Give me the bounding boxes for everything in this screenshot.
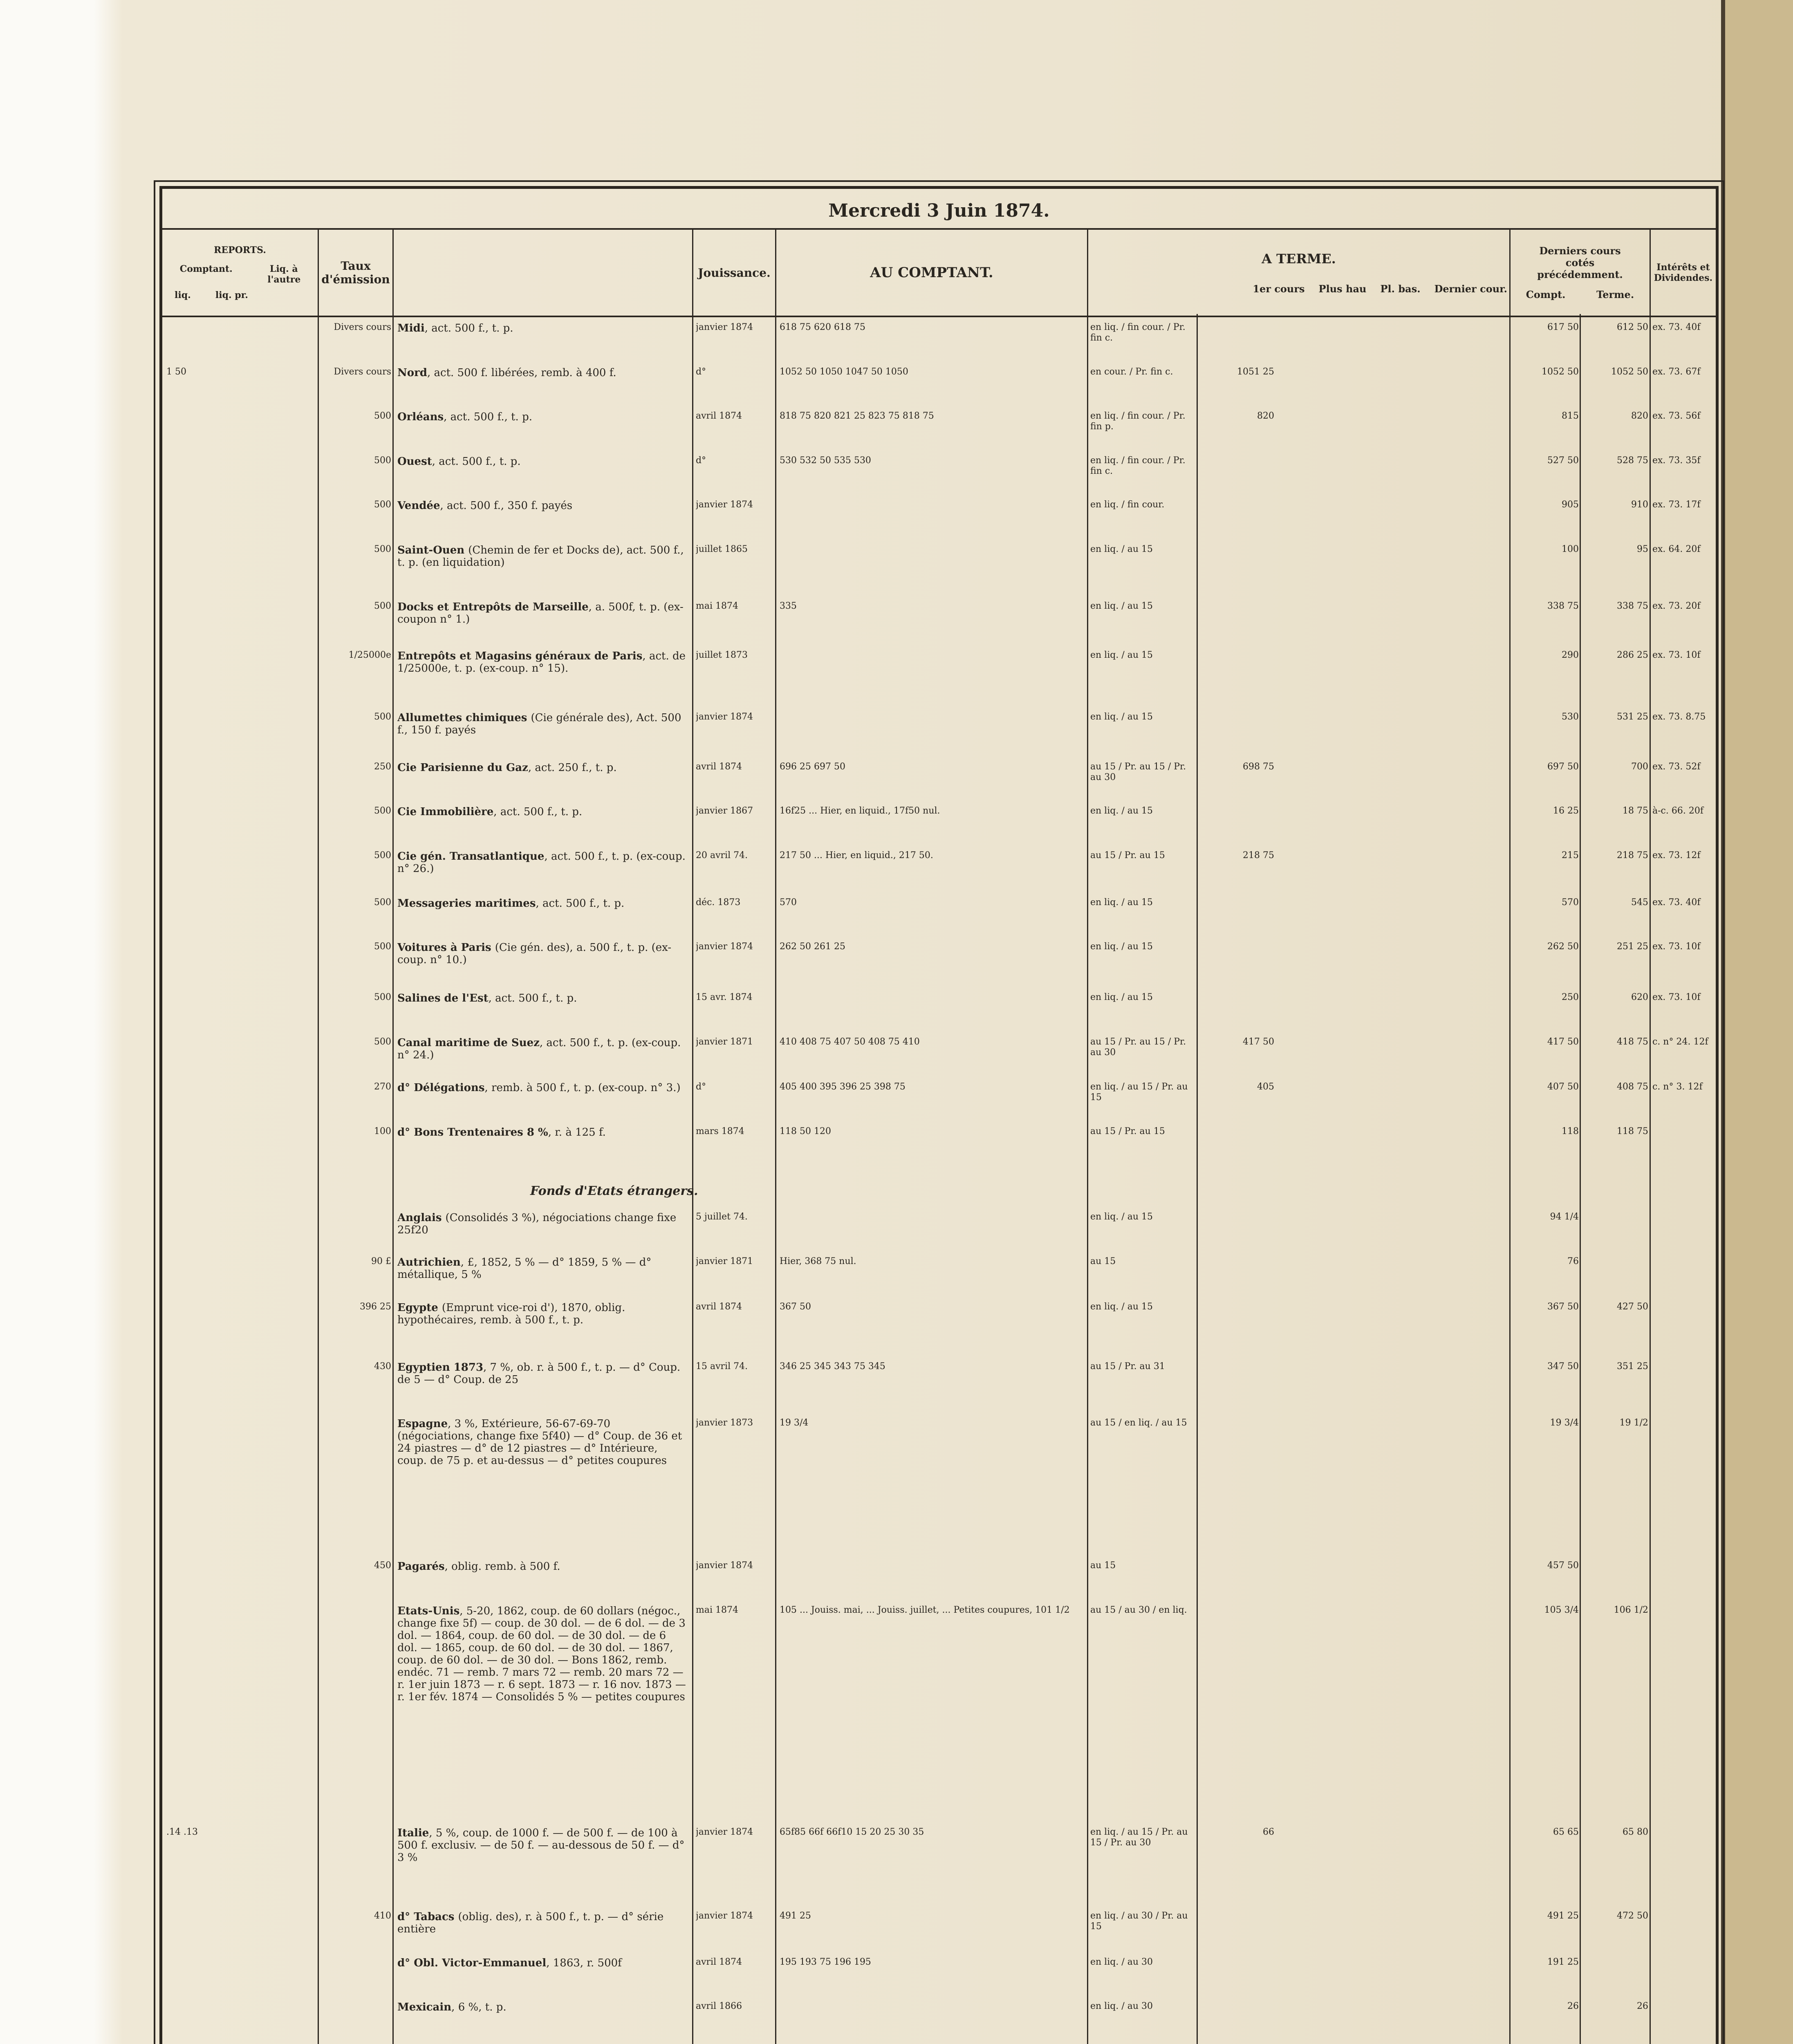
cell-terme: en liq. / au 15 / Pr. au 15: [1090, 1082, 1188, 1103]
cell-name: Pagarés, oblig. remb. à 500 f.: [397, 1560, 560, 1573]
cell-int: c. n° 3. 12f: [1652, 1082, 1703, 1092]
cell-taux: 410: [374, 1910, 391, 1921]
cell-terme: en liq. / au 15: [1090, 601, 1153, 611]
cell-name: Entrepôts et Magasins généraux de Paris, act. de 1/25000e, t. p. (ex-coup. n° 15).: [397, 650, 686, 675]
cell-comptant: 530 532 50 535 530: [780, 455, 871, 466]
cell-prev-c: 76: [1567, 1256, 1579, 1266]
cell-jouis: 15 avr. 1874: [696, 992, 753, 1002]
cell-terme: au 15 / en liq. / au 15: [1090, 1418, 1187, 1428]
cell-jouis: déc. 1873: [696, 897, 741, 908]
cell-int: ex. 73. 17f: [1652, 500, 1701, 510]
cell-name: Messageries maritimes, act. 500 f., t. p.: [397, 897, 625, 910]
cell-terme: en liq. / au 15: [1090, 1212, 1153, 1222]
cell-jouis: avril 1874: [696, 411, 742, 421]
cell-jouis: janvier 1867: [696, 806, 753, 816]
cell-prev-t: 612 50: [1617, 322, 1648, 332]
cell-taux: 500: [374, 992, 391, 1002]
cell-name: d° Délégations, remb. à 500 f., t. p. (ex-coup. n° 3.): [397, 1082, 681, 1094]
adjacent-page-bleed: [1737, 57, 1791, 2044]
cell-taux: 450: [374, 1560, 391, 1571]
cell-jouis: mai 1874: [696, 601, 738, 611]
cell-int: ex. 73. 10f: [1652, 941, 1701, 952]
cell-prev-t: 700: [1631, 761, 1648, 772]
cell-prev-c: 118: [1562, 1126, 1579, 1136]
cell-taux: Divers cours: [334, 366, 391, 377]
header-comptant: Comptant.: [179, 264, 233, 274]
cell-terme: au 15 / au 30 / en liq.: [1090, 1605, 1187, 1615]
cell-comptant: 335: [780, 601, 797, 611]
cell-prev-c: 65 65: [1553, 1827, 1579, 1837]
cell-taux: 270: [374, 1082, 391, 1092]
cell-jouis: mai 1874: [696, 1605, 738, 1615]
table-header: [162, 228, 1716, 317]
cell-terme: en liq. / fin cour. / Pr. fin p.: [1090, 411, 1186, 432]
header-a-terme: [1088, 230, 1511, 316]
cell-cours: 218 75: [1243, 850, 1274, 861]
cell-jouis: janvier 1874: [696, 1827, 753, 1837]
cell-taux: 500: [374, 411, 391, 421]
cell-taux: 500: [374, 897, 391, 908]
cell-terme: en liq. / fin cour. / Pr. fin c.: [1090, 455, 1186, 476]
cell-jouis: janvier 1871: [696, 1036, 753, 1047]
cell-name: Anglais (Consolidés 3 %), négociations change fixe 25f20: [397, 1212, 677, 1237]
cell-prev-t: 820: [1631, 411, 1648, 421]
cell-prev-t: 620: [1631, 992, 1648, 1002]
cell-int: ex. 73. 56f: [1652, 411, 1701, 421]
cell-taux: 90 £: [371, 1256, 391, 1266]
cell-prev-c: 250: [1562, 992, 1579, 1002]
cell-jouis: 20 avril 74.: [696, 850, 748, 861]
cell-terme: au 15 / Pr. au 31: [1090, 1361, 1165, 1372]
cell-terme: en liq. / au 15: [1090, 711, 1153, 722]
cell-taux: 500: [374, 850, 391, 861]
cell-prev-c: 100: [1562, 544, 1579, 554]
cell-comptant: 367 50: [780, 1301, 811, 1312]
cell-prev-c: 417 50: [1547, 1036, 1579, 1047]
cell-comptant: 618 75 620 618 75: [780, 322, 865, 332]
cell-taux: 250: [374, 761, 391, 772]
cell-terme: en liq. / au 15 / Pr. au 15 / Pr. au 30: [1090, 1827, 1188, 1848]
cell-taux: 430: [374, 1361, 391, 1372]
cell-int: ex. 73. 40f: [1652, 897, 1701, 908]
header-compt: Compt.: [1526, 289, 1566, 300]
cell-jouis: juillet 1873: [696, 650, 748, 660]
cell-int: ex. 64. 20f: [1652, 544, 1701, 554]
cell-taux: 1/25000e: [348, 650, 391, 660]
cell-taux: Divers cours: [334, 322, 391, 332]
cell-name: Orléans, act. 500 f., t. p.: [397, 411, 532, 424]
page-date: Mercredi 3 Juin 1874.: [828, 200, 1050, 221]
cell-prev-c: 815: [1562, 411, 1579, 421]
cell-int: ex. 73. 10f: [1652, 650, 1701, 660]
header-liq: liq.: [175, 290, 191, 300]
header-liq-autre: Liq. à l'autre: [267, 264, 301, 285]
cell-prev-t: 251 25: [1617, 941, 1648, 952]
cell-comptant: 405 400 395 396 25 398 75: [780, 1082, 905, 1092]
cell-jouis: avril 1866: [696, 2001, 742, 2012]
cell-taux: 500: [374, 500, 391, 510]
cell-terme: au 15 / Pr. au 15 / Pr. au 30: [1090, 1036, 1186, 1058]
cell-int: ex. 73. 52f: [1652, 761, 1701, 772]
cell-jouis: janvier 1874: [696, 1560, 753, 1571]
section-title: Fonds d'Etats étrangers.: [530, 1183, 698, 1198]
cell-prev-t: 545: [1631, 897, 1648, 908]
cell-prev-t: 427 50: [1617, 1301, 1648, 1312]
cell-name: Nord, act. 500 f. libérées, remb. à 400 f.: [397, 366, 616, 379]
header-premier-cours: 1er cours: [1253, 282, 1305, 295]
cell-terme: en liq. / au 15: [1090, 992, 1153, 1002]
cell-name: Docks et Entrepôts de Marseille, a. 500f, t. p. (ex-coupon n° 1.): [397, 601, 684, 625]
cell-prev-c: 191 25: [1547, 1957, 1579, 1967]
cell-jouis: janvier 1874: [696, 1910, 753, 1921]
cell-comptant: 195 193 75 196 195: [780, 1957, 871, 1967]
cell-jouis: juillet 1865: [696, 544, 748, 554]
cell-jouis: janvier 1874: [696, 711, 753, 722]
cell-terme: en liq. / au 30: [1090, 1957, 1153, 1967]
cell-prev-t: 18 75: [1623, 806, 1648, 816]
cell-name: Egyptien 1873, 7 %, ob. r. à 500 f., t. p. — d° Coup. de 5 — d° Coup. de 25: [397, 1361, 681, 1386]
cell-int: ex. 73. 8.75: [1652, 711, 1706, 722]
cell-prev-c: 347 50: [1547, 1361, 1579, 1372]
header-liq-pr: liq. pr.: [215, 290, 248, 300]
cell-prev-c: 530: [1562, 711, 1579, 722]
cell-name: Midi, act. 500 f., t. p.: [397, 322, 513, 334]
header-reports: [162, 230, 319, 316]
cell-name: Saint-Ouen (Chemin de fer et Docks de), act. 500 f., t. p. (en liquidation): [397, 544, 684, 569]
cell-taux: 500: [374, 941, 391, 952]
cell-prev-t: 528 75: [1617, 455, 1648, 466]
cell-terme: en cour. / Pr. fin c.: [1090, 366, 1173, 377]
header-reports-label: REPORTS.: [214, 245, 266, 256]
cell-name: Italie, 5 %, coup. de 1000 f. — de 500 f. — de 100 à 500 f. exclusiv. — de 50 f. — au-dessous de 50 f. — d° 3 %: [397, 1827, 685, 1864]
cell-prev-c: 617 50: [1547, 322, 1579, 332]
cell-prev-t: 26: [1637, 2001, 1648, 2012]
cell-terme: au 15 / Pr. au 15: [1090, 850, 1165, 861]
cell-prev-t: 910: [1631, 500, 1648, 510]
cell-cours: 405: [1257, 1082, 1274, 1092]
cell-jouis: janvier 1871: [696, 1256, 753, 1266]
cell-comptant: 491 25: [780, 1910, 811, 1921]
cell-name: Egypte (Emprunt vice-roi d'), 1870, oblig. hypothécaires, remb. à 500 f., t. p.: [397, 1301, 625, 1326]
cell-int: ex. 73. 35f: [1652, 455, 1701, 466]
cell-comptant: 19 3/4: [780, 1418, 809, 1428]
cell-int: ex. 73. 10f: [1652, 992, 1701, 1002]
cell-comptant: 217 50 ... Hier, en liquid., 217 50.: [780, 850, 933, 861]
cell-prev-t: 418 75: [1617, 1036, 1648, 1047]
cell-name: Cie Parisienne du Gaz, act. 250 f., t. p.: [397, 761, 617, 774]
cell-terme: en liq. / au 15: [1090, 897, 1153, 908]
stock-listing-page: [159, 186, 1719, 2044]
header-derniers-cours: [1511, 230, 1651, 316]
cell-prev-t: 408 75: [1617, 1082, 1648, 1092]
cell-name: Autrichien, £, 1852, 5 % — d° 1859, 5 % — d° métallique, 5 %: [397, 1256, 652, 1281]
cell-comptant: 346 25 345 343 75 345: [780, 1361, 885, 1372]
header-jouissance: Jouissance.: [693, 230, 776, 316]
cell-prev-t: 351 25: [1617, 1361, 1648, 1372]
cell-terme: au 15 / Pr. au 15 / Pr. au 30: [1090, 761, 1186, 782]
cell-int: ex. 73. 20f: [1652, 601, 1701, 611]
cell-taux: 500: [374, 1036, 391, 1047]
cell-prev-c: 697 50: [1547, 761, 1579, 772]
cell-int: ex. 73. 12f: [1652, 850, 1701, 861]
cell-prev-c: 26: [1567, 2001, 1579, 2012]
cell-int: ex. 73. 67f: [1652, 366, 1701, 377]
cell-name: Salines de l'Est, act. 500 f., t. p.: [397, 992, 577, 1004]
cell-jouis: avril 1874: [696, 761, 742, 772]
cell-taux: 500: [374, 806, 391, 816]
header-taux: Taux d'émission: [319, 230, 394, 316]
header-a-terme-label: A TERME.: [1262, 251, 1336, 267]
cell-terme: en liq. / au 30: [1090, 2001, 1153, 2012]
header-plus-bas: Pl. bas.: [1380, 282, 1421, 295]
cell-terme: en liq. / au 15: [1090, 544, 1153, 554]
cell-jouis: janvier 1874: [696, 500, 753, 510]
cell-int: c. n° 24. 12f: [1652, 1036, 1708, 1047]
cell-cours: 1051 25: [1237, 366, 1274, 377]
cell-prev-t: 65 80: [1623, 1827, 1648, 1837]
cell-prev-c: 491 25: [1547, 1910, 1579, 1921]
cell-terme: en liq. / fin cour.: [1090, 500, 1165, 510]
cell-name: Voitures à Paris (Cie gén. des), a. 500 f., t. p. (ex-coup. n° 10.): [397, 941, 672, 966]
cell-name: Allumettes chimiques (Cie générale des), Act. 500 f., 150 f. payés: [397, 711, 681, 736]
cell-int: ex. 73. 40f: [1652, 322, 1701, 332]
cell-jouis: janvier 1874: [696, 941, 753, 952]
cell-prev-c: 16 25: [1553, 806, 1579, 816]
cell-jouis: 5 juillet 74.: [696, 1212, 748, 1222]
adjacent-page-strip: [1721, 0, 1793, 2044]
cell-jouis: janvier 1873: [696, 1418, 753, 1428]
cell-cours: 417 50: [1243, 1036, 1274, 1047]
cell-prev-c: 457 50: [1547, 1560, 1579, 1571]
cell-jouis: d°: [696, 1082, 706, 1092]
cell-prev-t: 1052 50: [1611, 366, 1648, 377]
cell-prev-t: 106 1/2: [1614, 1605, 1648, 1615]
cell-comptant: 1052 50 1050 1047 50 1050: [780, 366, 908, 377]
cell-jouis: d°: [696, 455, 706, 466]
cell-rep: .14 .13: [166, 1827, 198, 1837]
cell-taux: 500: [374, 455, 391, 466]
cell-prev-c: 94 1/4: [1550, 1212, 1579, 1222]
cell-name: d° Bons Trentenaires 8 %, r. à 125 f.: [397, 1126, 606, 1139]
cell-comptant: 16f25 ... Hier, en liquid., 17f50 nul.: [780, 806, 940, 816]
cell-rep: 1 50: [166, 366, 186, 377]
cell-comptant: 262 50 261 25: [780, 941, 845, 952]
cell-jouis: avril 1874: [696, 1957, 742, 1967]
cell-prev-c: 19 3/4: [1550, 1418, 1579, 1428]
cell-prev-c: 570: [1562, 897, 1579, 908]
cell-prev-c: 905: [1562, 500, 1579, 510]
cell-jouis: d°: [696, 366, 706, 377]
cell-comptant: 65f85 66f 66f10 15 20 25 30 35: [780, 1827, 924, 1837]
cell-prev-t: 531 25: [1617, 711, 1648, 722]
cell-prev-t: 218 75: [1617, 850, 1648, 861]
cell-terme: au 15: [1090, 1256, 1116, 1266]
cell-comptant: 570: [780, 897, 797, 908]
cell-jouis: 15 avril 74.: [696, 1361, 748, 1372]
cell-prev-c: 527 50: [1547, 455, 1579, 466]
cell-taux: 500: [374, 601, 391, 611]
cell-comptant: 696 25 697 50: [780, 761, 845, 772]
cell-cours: 820: [1257, 411, 1274, 421]
cell-name: d° Tabacs (oblig. des), r. à 500 f., t. p. — d° série entière: [397, 1910, 664, 1935]
cell-prev-c: 215: [1562, 850, 1579, 861]
cell-jouis: janvier 1874: [696, 322, 753, 332]
cell-name: Espagne, 3 %, Extérieure, 56-67-69-70 (négociations, change fixe 5f40) — d° Coup. de 36 et 24 piastres — d° de 12 piastres — d° Intérieure, coup. de 75 p. et au-dessus — d° petites coupures: [397, 1418, 682, 1467]
cell-name: d° Obl. Victor-Emmanuel, 1863, r. 500f: [397, 1957, 622, 1969]
cell-taux: 100: [374, 1126, 391, 1136]
cell-name: Ouest, act. 500 f., t. p.: [397, 455, 521, 468]
cell-terme: en liq. / fin cour. / Pr. fin c.: [1090, 322, 1186, 343]
cell-comptant: Hier, 368 75 nul.: [780, 1256, 856, 1266]
cell-terme: en liq. / au 15: [1090, 1301, 1153, 1312]
cell-prev-c: 262 50: [1547, 941, 1579, 952]
cell-prev-c: 1052 50: [1542, 366, 1579, 377]
cell-jouis: avril 1874: [696, 1301, 742, 1312]
cell-terme: en liq. / au 15: [1090, 941, 1153, 952]
cell-name: Cie gén. Transatlantique, act. 500 f., t. p. (ex-coup. n° 26.): [397, 850, 686, 875]
cell-terme: au 15: [1090, 1560, 1116, 1571]
cell-prev-c: 105 3/4: [1544, 1605, 1579, 1615]
cell-taux: 396 25: [360, 1301, 391, 1312]
cell-prev-c: 407 50: [1547, 1082, 1579, 1092]
cell-terme: en liq. / au 15: [1090, 650, 1153, 660]
cell-terme: en liq. / au 30 / Pr. au 15: [1090, 1910, 1188, 1932]
cell-taux: 500: [374, 544, 391, 554]
cell-name: Cie Immobilière, act. 500 f., t. p.: [397, 806, 583, 818]
cell-prev-c: 338 75: [1547, 601, 1579, 611]
cell-cours: 66: [1263, 1827, 1274, 1837]
table-body: [162, 314, 1716, 2044]
header-plus-haut: Plus hau: [1318, 282, 1367, 295]
cell-terme: au 15 / Pr. au 15: [1090, 1126, 1165, 1136]
cell-terme: en liq. / au 15: [1090, 806, 1153, 816]
cell-prev-t: 95: [1637, 544, 1648, 554]
cell-comptant: 818 75 820 821 25 823 75 818 75: [780, 411, 934, 421]
cell-int: à-c. 66. 20f: [1652, 806, 1703, 816]
header-interets: Intérêts et Dividendes.: [1654, 262, 1713, 283]
cell-prev-t: 472 50: [1617, 1910, 1648, 1921]
header-dernier-cours: Dernier cour.: [1434, 282, 1507, 295]
header-derniers-cours-label: Derniers cours cotés précédemment.: [1537, 245, 1623, 280]
cell-comptant: 118 50 120: [780, 1126, 831, 1136]
header-name: [394, 230, 693, 316]
cell-prev-t: 338 75: [1617, 601, 1648, 611]
cell-name: Mexicain, 6 %, t. p.: [397, 2001, 507, 2014]
header-au-comptant: AU COMPTANT.: [776, 230, 1088, 316]
cell-taux: 500: [374, 711, 391, 722]
cell-prev-c: 367 50: [1547, 1301, 1579, 1312]
cell-cours: 698 75: [1243, 761, 1274, 772]
cell-comptant: 105 ... Jouiss. mai, ... Jouiss. juillet, ... Petites coupures, 101 1/2: [780, 1605, 1070, 1615]
cell-prev-t: 118 75: [1617, 1126, 1648, 1136]
cell-comptant: 410 408 75 407 50 408 75 410: [780, 1036, 920, 1047]
cell-name: Vendée, act. 500 f., 350 f. payés: [397, 500, 573, 512]
header-terme: Terme.: [1596, 289, 1634, 300]
cell-jouis: mars 1874: [696, 1126, 744, 1136]
cell-name: Etats-Unis, 5-20, 1862, coup. de 60 dollars (négoc., change fixe 5f) — coup. de 30 dol. — de 6 dol. — de 3 dol. — 1864, coup. de 60 dol. — de 30 dol. — de 6 dol. — 1865, coup. de 60 dol. — de 30 dol. — 1867, coup. de 60 dol. — de 30 dol. — Bons 1862, remb. endéc. 71 — remb. 7 mars 72 — remb. 20 mars 72 — r. 1er juin 1873 — r. 6 sept. 1873 — r. 16 nov. 1873 — r. 1er fév. 1874 — Consolidés 5 % — petites coupures: [397, 1605, 686, 1703]
cell-name: Canal maritime de Suez, act. 500 f., t. p. (ex-coup. n° 24.): [397, 1036, 681, 1061]
cell-prev-t: 19 1/2: [1619, 1418, 1648, 1428]
cell-prev-c: 290: [1562, 650, 1579, 660]
cell-prev-t: 286 25: [1617, 650, 1648, 660]
